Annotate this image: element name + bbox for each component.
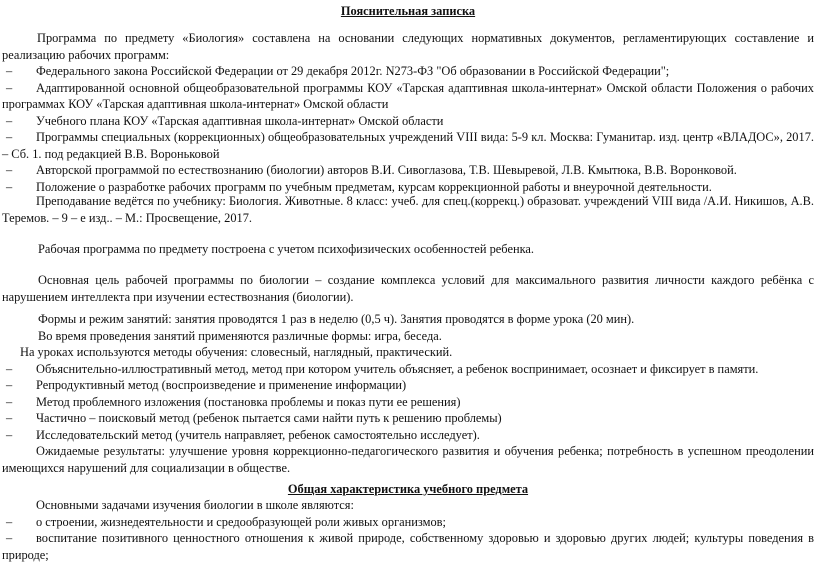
doc-item-text: Адаптированной основной общеобразовательной программы КОУ «Тарская адаптивная школа-интернат» Омской области Положения о рабочих программах КОУ «Тарская адаптивная школа-интернат» Омской области	[2, 80, 814, 111]
method-item	[2, 394, 814, 411]
methods-intro-paragraph: На уроках используются методы обучения: словесный, наглядный, практический.	[20, 345, 453, 359]
section-heading: Общая характеристика учебного предмета	[287, 482, 529, 496]
method-item	[2, 377, 814, 394]
main-goal-paragraph: Основная цель рабочей программы по биологии – создание комплекса условий для максимального развития личности каждого ребёнка с нарушением интеллекта при изучении естествознания (биологии).	[2, 273, 814, 304]
dash-marker: –	[6, 361, 13, 376]
dash-marker: –	[6, 378, 13, 392]
doc-item-text: Учебного плана КОУ «Тарская адаптивная школа-интернат» Омской области	[36, 113, 444, 128]
method-item-text: Исследовательский метод (учитель направляет, ребенок самостоятельно исследует).	[36, 427, 480, 442]
dash-marker: –	[6, 394, 13, 409]
method-item-text: Частично – поисковый метод (ребенок пытается сами найти путь к решению проблемы)	[36, 411, 502, 425]
intro-paragraph: Программа по предмету «Биология» составлена на основании следующих нормативных документов, регламентирующих составление и реализацию рабочих программ:	[2, 31, 814, 62]
expected-results-paragraph: Ожидаемые результаты: улучшение уровня коррекционно-педагогического развития и обучения ребенка; потребность в успешном преодолении имеющихся нарушений для социализации в обществе.	[2, 444, 814, 475]
doc-item-text: Авторской программой по естествознанию (биологии) авторов В.И. Сивоглазова, Т.В. Шевыревой, Л.В. Кмытюка, В.В. Воронковой.	[36, 163, 737, 177]
dash-marker: –	[6, 427, 13, 442]
dash-marker: –	[6, 514, 13, 529]
methods-block	[2, 311, 814, 476]
method-item	[2, 410, 814, 427]
doc-item	[2, 113, 814, 130]
basis-block	[2, 241, 814, 258]
task-item	[2, 530, 814, 563]
goal-block	[2, 272, 814, 305]
doc-item	[2, 129, 814, 162]
dash-marker: –	[6, 179, 13, 194]
doc-item	[2, 80, 814, 113]
dash-marker: –	[6, 130, 13, 144]
tasks-intro-paragraph: Основными задачами изучения биологии в школе являются:	[36, 498, 354, 512]
forms-mode-paragraph: Формы и режим занятий: занятия проводятся 1 раз в неделю (0,5 ч). Занятия проводятся в форме урока (20 мин).	[38, 312, 635, 326]
method-item-text: Метод проблемного изложения (постановка проблемы и показ пути ее решения)	[36, 394, 461, 409]
textbook-paragraph: Преподавание ведётся по учебнику: Биология. Животные. 8 класс: учеб. для спец.(коррекц.) образоват. учреждений VIII вида /А.И. Никишов, А.В. Теремов. – 9 – е изд.. – М.: Просвещение, 2017.	[2, 194, 814, 225]
doc-item-text: Положение о разработке рабочих программ по учебным предметам, курсам коррекционной работы и внеурочной деятельности.	[36, 179, 712, 194]
intro-block	[2, 30, 814, 195]
doc-item	[2, 63, 814, 80]
method-item-text: Репродуктивный метод (воспроизведение и применение информации)	[36, 378, 407, 392]
dash-marker: –	[6, 64, 13, 78]
doc-item-text: Федерального закона Российской Федерации от 29 декабря 2012г. N273-ФЗ "Об образовании в Российской Федерации";	[36, 64, 670, 78]
dash-marker: –	[6, 411, 13, 425]
program-basis-paragraph: Рабочая программа по предмету построена с учетом психофизических особенностей ребенка.	[38, 242, 534, 256]
doc-item-text: Программы специальных (коррекционных) общеобразовательных учреждений VIII вида: 5-9 кл. Москва: Гуманитар. изд. центр «ВЛАДОС», 2017. – Сб. 1. под редакцией В.В. Вороньковой	[2, 130, 814, 161]
dash-marker: –	[6, 80, 13, 95]
method-item-text: Объяснительно-иллюстративный метод, метод при котором учитель объясняет, а ребенок воспринимает, осознает и фиксирует в памяти.	[36, 361, 759, 376]
method-item	[2, 427, 814, 444]
method-item	[2, 361, 814, 378]
task-item-text: о строении, жизнедеятельности и средообразующей роли живых организмов;	[36, 514, 446, 529]
document-title: Пояснительная записка	[340, 4, 476, 18]
dash-marker: –	[6, 113, 13, 128]
textbook-block	[2, 193, 814, 226]
task-item	[2, 514, 814, 531]
tasks-block	[2, 497, 814, 563]
dash-marker: –	[6, 531, 13, 545]
dash-marker: –	[6, 163, 13, 177]
doc-item	[2, 162, 814, 179]
forms-used-paragraph: Во время проведения занятий применяются различные формы: игра, беседа.	[38, 328, 442, 343]
task-item-text: воспитание позитивного ценностного отношения к живой природе, собственному здоровью и здоровью других людей; культуры поведения в природе;	[2, 531, 814, 562]
